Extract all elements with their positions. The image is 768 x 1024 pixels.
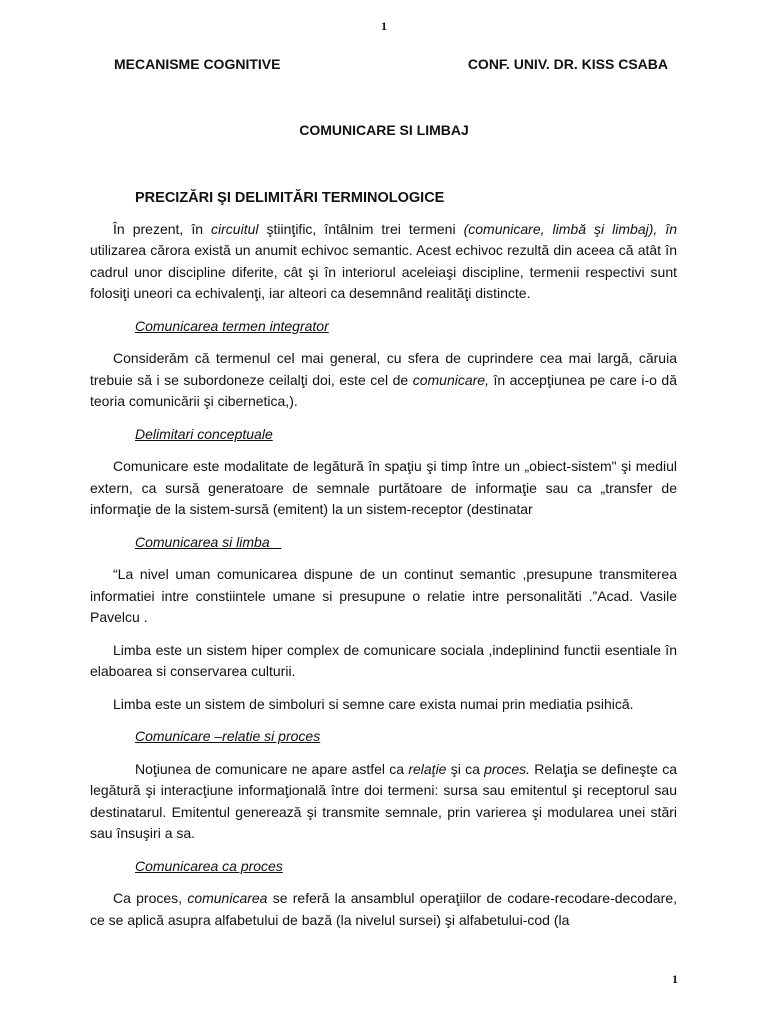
header-author: CONF. UNIV. DR. KISS CSABA <box>467 56 668 72</box>
paragraph-intro: În prezent, în circuitul ştiinţific, întâlnim trei termeni (comunicare, limbă şi limbaj), în utilizarea cărora există un anumit echivoc semantic. Acest echivoc rezultă din aceea că atât în cadrul unor discipline diferite, cât şi în interiorul aceleiaşi discipline, termenii respectivi sunt folosiţi uneori ca echivalenţi, iar alteori ca desemnând realităţi distincte. <box>90 220 677 301</box>
paragraph-language-symbols: Limba este un sistem de simboluri si semne care exista numai prin mediatia psihică. <box>113 695 634 712</box>
document-title: COMUNICARE SI LIMBAJ <box>299 122 469 138</box>
paragraph-general-term: Considerăm că termenul cel mai general, cu sfera de cuprindere cea mai largă, căruia trebuie să i se subordoneze ceilalţi doi, este cel de comunicare, în accepţiunea pe care i-o dă teoria comunicării şi cibernetica,). <box>90 350 677 409</box>
page-number-top: 1 <box>381 19 387 33</box>
document-body <box>90 188 677 942</box>
subheading-conceptual-delimitations: Delimitari conceptuale <box>135 425 273 442</box>
paragraph-relation: Noţiunea de comunicare ne apare astfel ca relaţie şi ca proces. Relaţia se defineşte ca legătură şi interacţiune informaţională între doi termeni: sursa sau emitentul şi receptorul sau destinatarul. Emitentul generează şi transmite semnale, prin varierea şi modularea unei stări sau însuşiri a sa. <box>90 760 677 841</box>
subheading-integrator-term: Comunicarea termen integrator <box>135 317 329 334</box>
subheading-communication-process: Comunicarea ca proces <box>135 857 283 874</box>
subheading-relation-process: Comunicare –relatie si proces <box>135 728 321 744</box>
paragraph-communication-definition: Comunicare este modalitate de legătură în spaţiu şi timp între un „obiect-sistem" şi mediul extern, ca sursă generatoare de semnale purtătoare de informaţie sau ca „transfer de informaţie de la sistem-sursă (emitent) la un sistem-receptor (destinatar <box>90 458 677 517</box>
subheading-communication-language: Comunicarea si limba _ <box>135 533 282 550</box>
paragraph-language-system: Limba este un sistem hiper complex de comunicare sociala ,indeplinind functii esentiale în elaboarea si conservarea culturii. <box>90 641 677 679</box>
page-number-bottom: 1 <box>672 972 678 986</box>
paragraph-process: Ca proces, comunicarea se referă la ansamblul operaţiilor de codare-recodare-decodare, ce se aplică asupra alfabetului de bază (la nivelul sursei) şi alfabetului-cod (la <box>90 890 677 928</box>
section-heading: PRECIZĂRI ŞI DELIMITĂRI TERMINOLOGICE <box>135 190 445 206</box>
paragraph-pavelcu-quote: “La nivel uman comunicarea dispune de un continut semantic ,presupune transmiterea informatiei intre constiintele umane si presupune o relatie intre personalităti .”Acad. Vasile Pavelcu . <box>90 566 677 625</box>
header-course-title: MECANISME COGNITIVE <box>114 56 281 72</box>
